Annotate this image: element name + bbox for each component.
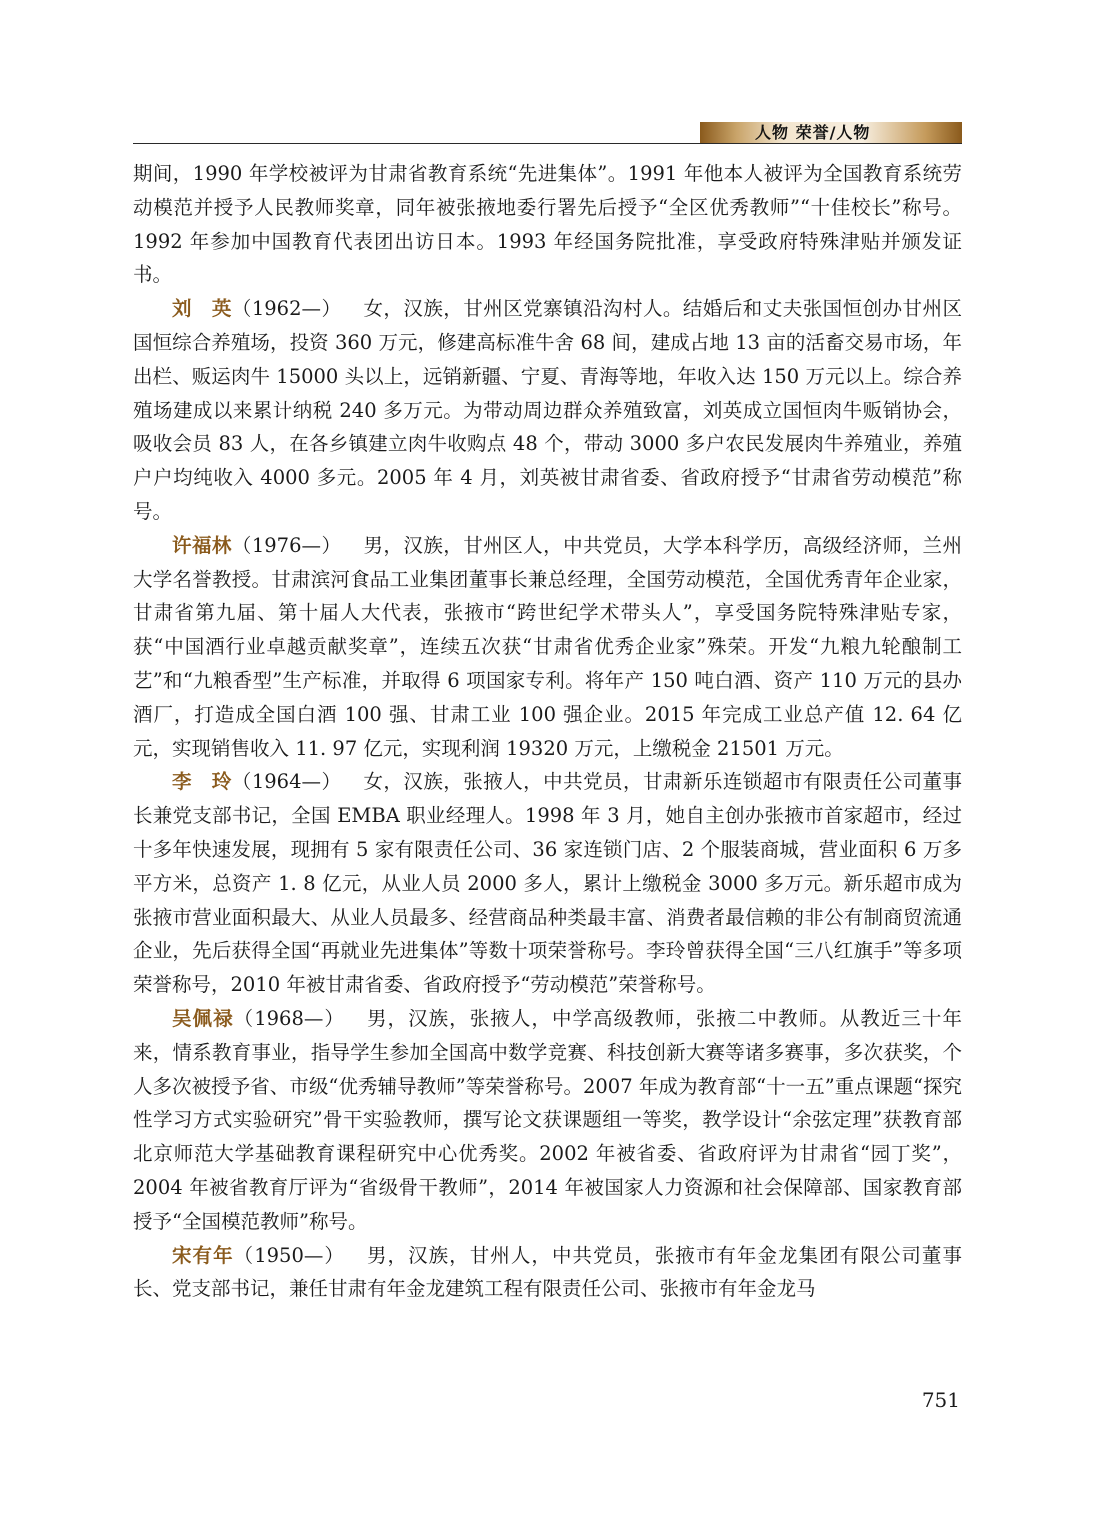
biography-text: 男，汉族，甘州人，中共党员，张掖市有年金龙集团有限公司董事长、党支部书记，兼任甘肃有年金龙建筑工程有限责任公司、张掖市有年金龙马 — [133, 1243, 962, 1301]
person-years: （1976—） — [231, 533, 342, 557]
person-name: 刘 英 — [172, 297, 232, 321]
biography-text: 女，汉族，张掖人，中共党员，甘肃新乐连锁超市有限责任公司董事长兼党支部书记，全国 EMBA 职业经理人。1998 年 3 月，她自主创办张掖市首家超市，经过十多年快速发展，现拥有 5 家有限责任公司、36 家连锁门店、2 个服装商城，营业面积 6 万多平方米，总资产 1. 8 亿元，从业人员 2000 多人，累计上缴税金 3000 多万元。新乐超市成为张掖市营业面积最大、从业人员最多、经营商品种类最丰富、消费者最信赖的非公有制商贸流通企业，先后获得全国“再就业先进集体”等数十项荣誉称号。李玲曾获得全国“三八红旗手”等多项荣誉称号，2010 年被甘肃省委、省政府授予“劳动模范”荣誉称号。 — [133, 770, 962, 997]
biography-entry — [133, 529, 962, 766]
biography-text: 男，汉族，甘州区人，中共党员，大学本科学历，高级经济师，兰州大学名誉教授。甘肃滨河食品工业集团董事长兼总经理，全国劳动模范，全国优秀青年企业家，甘肃省第九届、第十届人大代表，张掖市“跨世纪学术带头人”，享受国务院特殊津贴专家，获“中国酒行业卓越贡献奖章”，连续五次获“甘肃省优秀企业家”殊荣。开发“九粮九轮酿制工艺”和“九粮香型”生产标准，并取得 6 项国家专利。将年产 150 吨白酒、资产 110 万元的县办酒厂，打造成全国白酒 100 强、甘肃工业 100 强企业。2015 年完成工业总产值 12. 64 亿元，实现销售收入 11. 97 亿元，实现利润 19320 万元，上缴税金 21501 万元。 — [133, 533, 962, 760]
header-rule — [133, 143, 962, 144]
person-name: 吴佩禄 — [172, 1006, 234, 1030]
section-title: 人物 荣誉/人物 — [755, 123, 871, 142]
biography-entry — [133, 292, 962, 529]
person-name: 宋有年 — [172, 1243, 234, 1267]
biography-entry — [133, 1239, 962, 1307]
biography-entry — [133, 765, 962, 1002]
person-name: 许福林 — [172, 533, 232, 557]
person-years: （1962—） — [231, 297, 342, 321]
page-number: 751 — [921, 1388, 960, 1412]
biography-entry — [133, 1002, 962, 1239]
person-years: （1964—） — [231, 770, 342, 794]
body-text — [133, 157, 962, 1306]
person-years: （1968—） — [233, 1006, 345, 1030]
intro-paragraph: 期间，1990 年学校被评为甘肃省教育系统“先进集体”。1991 年他本人被评为全国教育系统劳动模范并授予人民教师奖章，同年被张掖地委行署先后授予“全区优秀教师”“十佳校长”称号。1992 年参加中国教育代表团出访日本。1993 年经国务院批准，享受政府特殊津贴并颁发证书。 — [133, 162, 962, 287]
person-years: （1950—） — [233, 1243, 345, 1267]
person-name: 李 玲 — [172, 770, 232, 794]
running-header — [133, 118, 962, 144]
biography-text: 男，汉族，张掖人，中学高级教师，张掖二中教师。从教近三十年来，情系教育事业，指导学生参加全国高中数学竞赛、科技创新大赛等诸多赛事，多次获奖，个人多次被授予省、市级“优秀辅导教师”等荣誉称号。2007 年成为教育部“十一五”重点课题“探究性学习方式实验研究”骨干实验教师，撰写论文获课题组一等奖，教学设计“余弦定理”获教育部北京师范大学基础教育课程研究中心优秀奖。2002 年被省委、省政府评为甘肃省“园丁奖”，2004 年被省教育厅评为“省级骨干教师”，2014 年被国家人力资源和社会保障部、国家教育部授予“全国模范教师”称号。 — [133, 1006, 962, 1233]
header-band — [700, 122, 962, 143]
biography-text: 女，汉族，甘州区党寨镇沿沟村人。结婚后和丈夫张国恒创办甘州区国恒综合养殖场，投资 360 万元，修建高标准牛舍 68 间，建成占地 13 亩的活畜交易市场，年出栏、贩运肉牛 15000 头以上，远销新疆、宁夏、青海等地，年收入达 150 万元以上。综合养殖场建成以来累计纳税 240 多万元。为带动周边群众养殖致富，刘英成立国恒肉牛贩销协会，吸收会员 83 人，在各乡镇建立肉牛收购点 48 个，带动 3000 多户农民发展肉牛养殖业，养殖户户均纯收入 4000 多元。2005 年 4 月，刘英被甘肃省委、省政府授予“甘肃省劳动模范”称号。 — [133, 297, 962, 523]
